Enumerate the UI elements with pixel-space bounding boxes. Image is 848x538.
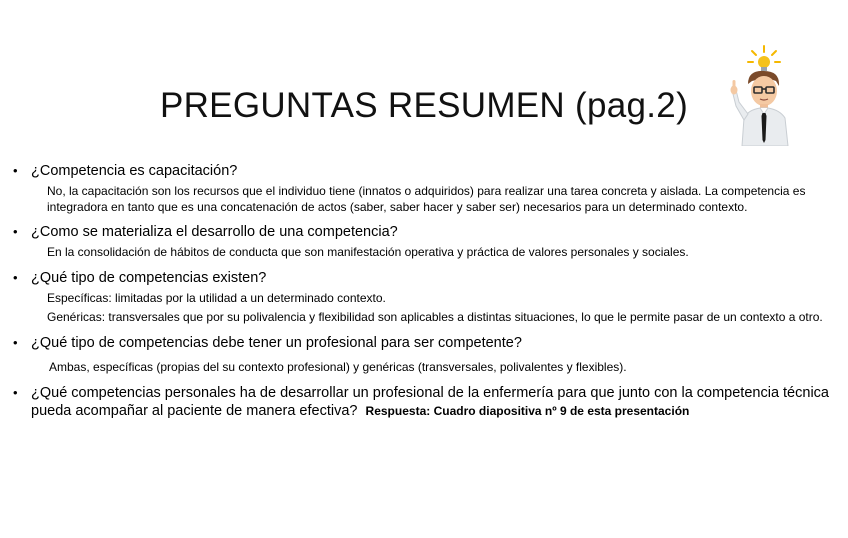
answer-text: Específicas: limitadas por la utilidad a un determinado contexto. (47, 290, 386, 305)
bullet-icon: • (13, 269, 18, 285)
bullet-icon: • (13, 224, 18, 240)
question-list (13, 162, 843, 420)
slide-title: PREGUNTAS RESUMEN (pag.2) (159, 86, 689, 125)
question-item (13, 269, 843, 287)
question-text: ¿Competencia es capacitación? (31, 163, 238, 179)
question-item (13, 334, 843, 352)
question-item (13, 223, 843, 241)
bullet-icon: • (13, 334, 18, 350)
thinking-man-lightbulb-icon (718, 44, 796, 146)
question-item (13, 162, 843, 180)
question-text: ¿Qué tipo de competencias existen? (31, 269, 267, 286)
bullet-icon: • (13, 384, 18, 400)
answer-reference: Respuesta: Cuadro diapositiva nº 9 de esta presentación (365, 403, 690, 418)
question-text: ¿Como se materializa el desarrollo de una competencia? (31, 224, 398, 241)
answer-text: Ambas, específicas (propias del su contexto profesional) y genéricas (transversales, polivalentes y flexibles). (49, 359, 627, 374)
answer-text: Genéricas: transversales que por su polivalencia y flexibilidad son aplicables a distintas situaciones, lo que le permite pasar de un contexto a otro. (47, 310, 823, 325)
answer-text: No, la capacitación son los recursos que el individuo tiene (innatos o adquiridos) para realizar una tarea concreta y aislada. La competencia es integradora en tanto que es una concatenación de actos (saber, saber hacer y saber ser) necesarios para un determinado contexto. (47, 184, 806, 214)
bullet-icon: • (13, 163, 18, 178)
question-text: ¿Qué tipo de competencias debe tener un profesional para ser competente? (31, 334, 522, 351)
question-item (13, 384, 843, 420)
answer-text: En la consolidación de hábitos de conducta que son manifestación operativa y práctica de valores personales y sociales. (47, 245, 689, 260)
question-text: ¿Qué competencias personales ha de desarrollar un profesional de la enfermería para que junto con la competencia técnica pueda acompañar al paciente de manera efectiva? (31, 384, 829, 419)
